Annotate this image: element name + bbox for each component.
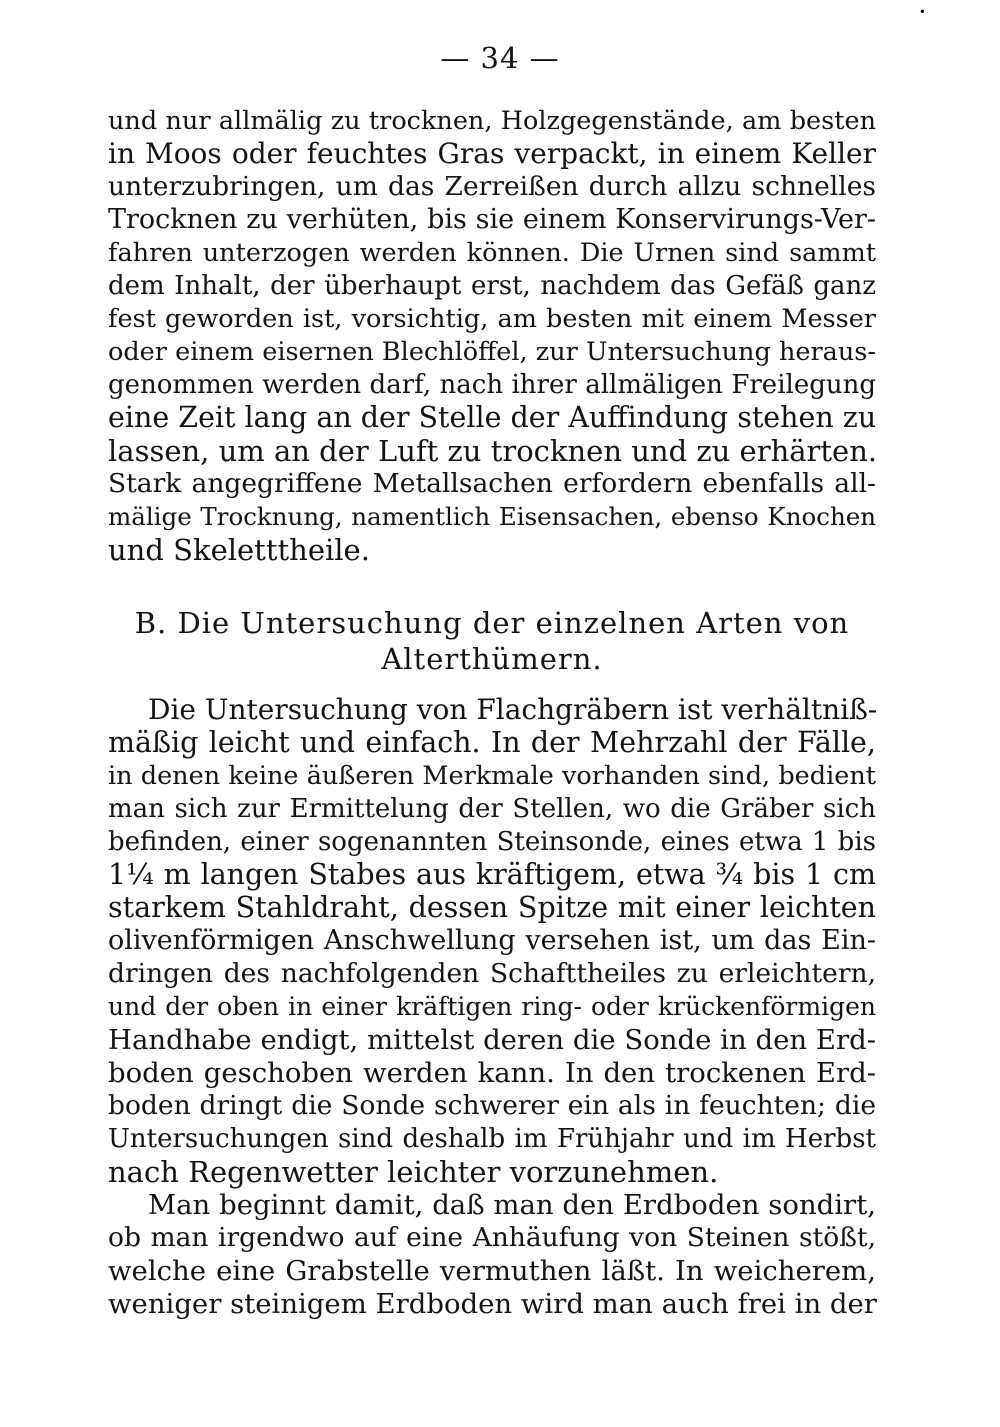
text-line: Man beginnt damit, daß man den Erdboden sondirt, [148,1189,876,1221]
text-line: befinden, einer sogenannten Steinsonde, eines etwa 1 bis [108,827,876,857]
text-line: und der oben in einer kräftigen ring- oder krückenförmigen [108,992,876,1021]
text-line: nach Regenwetter leichter vorzunehmen. [108,1155,719,1189]
text-line: lassen, um an der Luft zu trocknen und zu erhärten. [108,434,878,468]
section-heading: B. Die Untersuchung der einzelnen Arten von [134,606,850,640]
text-line: in denen keine äußeren Merkmale vorhanden sind, bedient [108,761,876,791]
text-line: Handhabe endigt, mittelst deren die Sonde in den Erd- [108,1024,876,1056]
text-line: welche eine Grabstelle vermuthen läßt. In weicherem, [108,1255,876,1287]
text-line: ob man irgendwo auf eine Anhäufung von Steinen stößt, [108,1222,876,1253]
text-line: genommen werden darf, nach ihrer allmäligen Freilegung [108,370,876,400]
text-line: und Skeletttheile. [108,533,370,567]
text-line: dem Inhalt, der überhaupt erst, nachdem das Gefäß ganz [108,271,876,301]
text-line: Untersuchungen sind deshalb im Frühjahr und im Herbst [108,1124,876,1154]
text-line: in Moos oder feuchtes Gras verpackt, in einem Keller [108,137,876,170]
text-line: olivenförmigen Anschwellung versehen ist, um das Ein- [108,925,876,956]
text-line: unterzubringen, um das Zerreißen durch allzu schnelles [108,171,876,202]
text-line: oder einem eisernen Blechlöffel, zur Untersuchung heraus- [108,337,876,367]
text-line: eine Zeit lang an der Stelle der Auffindung stehen zu [108,401,877,434]
text-line: dringen des nachfolgenden Schafttheiles zu erleichtern, [108,958,876,989]
text-line: man sich zur Ermittelung der Stellen, wo die Gräber sich [108,794,876,824]
text-line: Die Untersuchung von Flachgräbern ist verhältniß- [148,693,878,726]
page-number: — 34 — [440,41,560,75]
text-line: Trocknen zu verhüten, bis sie einem Konservirungs-Ver- [108,204,876,235]
section-heading: Alterthümern. [381,642,603,676]
text-line: boden geschoben werden kann. In den trockenen Erd- [108,1057,876,1089]
text-line: und nur allmälig zu trocknen, Holzgegenstände, am besten [108,106,876,136]
margin-mark: • [918,5,926,19]
text-line: weniger steinigem Erdboden wird man auch frei in der [108,1288,877,1320]
text-line: 1¼ m langen Stabes aus kräftigem, etwa ¾ bis 1 cm [108,858,876,891]
text-line: mälige Trocknung, namentlich Eisensachen, ebenso Knochen [108,502,876,531]
text-line: fahren unterzogen werden können. Die Urnen sind sammt [108,238,876,268]
text-line: Stark angegriffene Metallsachen erfordern ebenfalls all- [108,468,876,499]
text-line: starkem Stahldraht, dessen Spitze mit einer leichten [108,891,876,924]
text-line: boden dringt die Sonde schwerer ein als in feuchten; die [108,1090,876,1121]
text-line: fest geworden ist, vorsichtig, am besten mit einem Messer [108,304,876,334]
text-line: mäßig leicht und einfach. In der Mehrzahl der Fälle, [108,726,876,759]
